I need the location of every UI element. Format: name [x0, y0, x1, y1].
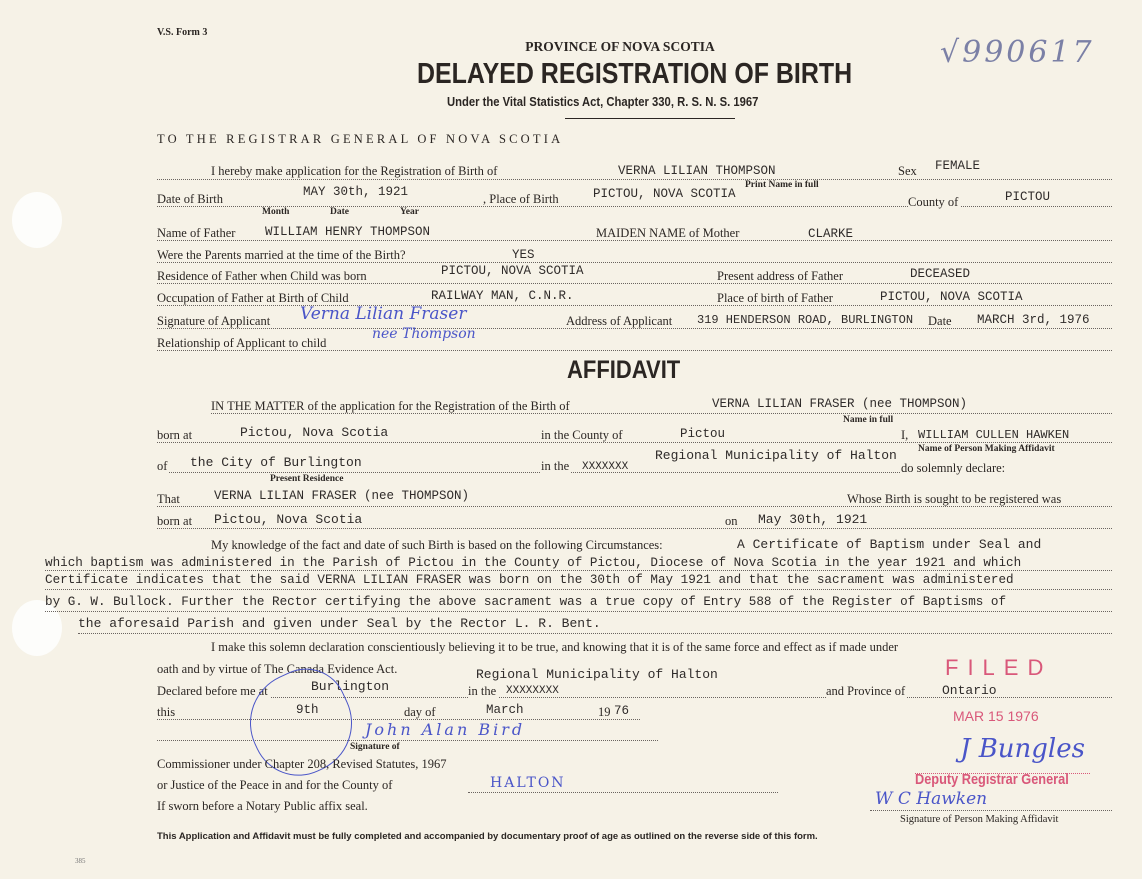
name-hint: Print Name in full	[745, 180, 819, 190]
father-label: Name of Father	[157, 226, 236, 240]
addressee: TO THE REGISTRAR GENERAL OF NOVA SCOTIA	[157, 132, 564, 146]
county-field: Pictou	[680, 427, 726, 441]
born-at-label: born at	[157, 428, 193, 442]
place-label: , Place of Birth	[483, 192, 559, 206]
punch-hole	[12, 192, 62, 248]
i-label: I,	[901, 428, 909, 442]
footer-notice: This Application and Affidavit must be fully completed and accompanied by documentary proof of age as outlined on the reverse side of this form.	[157, 831, 818, 842]
year-hint: Year	[400, 207, 419, 217]
dotted-fill-line	[157, 206, 1112, 207]
month-field: March	[486, 703, 524, 717]
registrar-title-stamp: Deputy Registrar General	[915, 771, 1069, 788]
matter-label: IN THE MATTER of the application for the Registration of the Birth of	[211, 399, 570, 413]
born-at2-field: Pictou, Nova Scotia	[214, 512, 363, 527]
circumstances-line: by G. W. Bullock. Further the Rector certifying the above sacrament was a true copy of Entry 588 of the Register of Baptisms of	[45, 594, 1007, 609]
filed-stamp: FILED	[945, 655, 1053, 680]
deponent-signature: W C Hawken	[875, 789, 988, 809]
year-prefix: 19	[598, 705, 611, 719]
notary-label: If sworn before a Notary Public affix seal.	[157, 799, 368, 813]
occupation-label: Occupation of Father at Birth of Child	[157, 291, 349, 305]
applicant-signature: Verna Lilian Fraser	[300, 304, 467, 324]
declared-at-field: Burlington	[311, 679, 390, 694]
circumstances-line: A Certificate of Baptism under Seal and	[737, 537, 1042, 552]
circumstances-line: Certificate indicates that the said VERNA LILIAN FRASER was born on the 30th of May 1921 and that the sacrament was administered	[45, 572, 1014, 587]
dotted-fill-line	[157, 442, 1112, 443]
child-name-field: VERNA LILIAN THOMPSON	[618, 164, 776, 178]
date-field: MARCH 3rd, 1976	[977, 313, 1090, 327]
deponent-field: WILLIAM CULLEN HAWKEN	[918, 428, 1070, 442]
occupation-field: RAILWAY MAN, C.N.R.	[431, 289, 574, 303]
month-hint: Month	[262, 207, 290, 217]
print-code: 385	[75, 857, 86, 865]
dotted-fill-line	[157, 328, 1112, 329]
in-the-label: in the	[468, 684, 497, 698]
municipality-field: Regional Municipality of Halton	[655, 448, 897, 463]
title-rule	[565, 118, 735, 119]
circumstances-line: which baptism was administered in the Parish of Pictou in the County of Pictou, Diocese of Nova Scotia in the year 1921 and which	[45, 555, 1022, 570]
county-of-struck: XXXXXXXX	[506, 685, 559, 697]
province-heading: PROVINCE OF NOVA SCOTIA	[525, 39, 715, 54]
present-address-label: Present address of Father	[717, 269, 844, 283]
deponent-hint: Name of Person Making Affidavit	[918, 444, 1055, 454]
solemn-text-2: oath and by virtue of The Canada Evidence Act.	[157, 662, 398, 676]
declared-municipality-field: Regional Municipality of Halton	[476, 667, 718, 682]
document-subtitle: Under the Vital Statistics Act, Chapter 330, R. S. N. S. 1967	[447, 95, 759, 109]
day-of-label: day of	[404, 705, 436, 719]
sex-field: FEMALE	[935, 159, 981, 173]
knowledge-label: My knowledge of the fact and date of such Birth is based on the following Circumstances:	[211, 538, 663, 552]
dob-label: Date of Birth	[157, 192, 223, 206]
county-label: County of	[908, 195, 959, 209]
mother-label: MAIDEN NAME of Mother	[596, 226, 740, 240]
province-label: and Province of	[826, 684, 906, 698]
relationship-label: Relationship of Applicant to child	[157, 336, 327, 350]
dotted-fill-line	[157, 740, 658, 741]
justice-county-field: HALTON	[490, 775, 566, 791]
birth-of-label: I hereby make application for the Registration of Birth of	[211, 164, 498, 178]
residence-hint: Present Residence	[270, 474, 344, 484]
justice-label: or Justice of the Peace in and for the County of	[157, 778, 393, 792]
affidavit-heading: AFFIDAVIT	[567, 356, 681, 384]
born-at-field: Pictou, Nova Scotia	[240, 425, 389, 440]
married-label: Were the Parents married at the time of the Birth?	[157, 248, 406, 262]
married-field: YES	[512, 248, 535, 262]
dotted-fill-line	[157, 528, 1112, 529]
declare-label: do solemnly declare:	[901, 461, 1006, 475]
deponent-signature-label: Signature of Person Making Affidavit	[900, 814, 1059, 825]
dob-field: MAY 30th, 1921	[303, 185, 409, 199]
that-name-field: VERNA LILIAN FRASER (nee THOMPSON)	[214, 489, 470, 503]
county-label: in the County of	[541, 428, 623, 442]
day-field: 9th	[296, 703, 319, 717]
date-hint: Date	[330, 207, 349, 217]
on-date-field: May 30th, 1921	[758, 512, 868, 527]
sex-label: Sex	[898, 164, 917, 178]
document-title: DELAYED REGISTRATION OF BIRTH	[417, 58, 853, 90]
dotted-fill-line	[211, 413, 1112, 414]
filed-date-stamp: MAR 15 1976	[953, 708, 1039, 724]
that-label: That	[157, 492, 180, 506]
father-birthplace-label: Place of birth of Father	[717, 291, 833, 305]
dotted-fill-line	[157, 506, 1112, 507]
dotted-fill-line	[45, 589, 1112, 590]
signature-of-label: Signature of	[350, 742, 400, 752]
of-label: of	[157, 459, 168, 473]
in-the-label: in the	[541, 459, 570, 473]
dotted-fill-line	[157, 240, 1112, 241]
commissioner-label: Commissioner under Chapter 208, Revised Statutes, 1967	[157, 757, 447, 771]
dotted-fill-line	[157, 472, 900, 473]
dotted-fill-line	[468, 792, 778, 793]
registration-number: √990617	[940, 35, 1095, 70]
solemn-text: I make this solemn declaration conscientiously believing it to be true, and knowing that it is of the same force and effect as if made under	[211, 640, 899, 654]
mother-field: CLARKE	[808, 227, 854, 241]
form-number: V.S. Form 3	[157, 27, 208, 38]
born-at2-label: born at	[157, 514, 193, 528]
on-label: on	[725, 514, 738, 528]
registrar-signature: J Bungles	[960, 734, 1085, 764]
declared-label: Declared before me at	[157, 684, 268, 698]
signature-label: Signature of Applicant	[157, 314, 271, 328]
residence-field: PICTOU, NOVA SCOTIA	[441, 264, 584, 278]
address-label: Address of Applicant	[566, 314, 673, 328]
dotted-fill-line	[157, 262, 1112, 263]
commissioner-signature: John Alan Bird	[365, 720, 526, 739]
applicant-signature-nee: nee Thompson	[372, 326, 476, 342]
dotted-fill-line	[157, 283, 1112, 284]
this-label: this	[157, 705, 176, 719]
present-address-field: DECEASED	[910, 267, 971, 281]
circumstances-line: the aforesaid Parish and given under Seal by the Rector L. R. Bent.	[78, 616, 601, 631]
dotted-fill-line	[157, 179, 1112, 180]
father-birthplace-field: PICTOU, NOVA SCOTIA	[880, 290, 1023, 304]
date-label: Date	[928, 314, 952, 328]
address-field: 319 HENDERSON ROAD, BURLINGTON	[697, 313, 914, 327]
dotted-fill-line	[870, 810, 1112, 811]
county-field: PICTOU	[1005, 190, 1051, 204]
dotted-fill-line	[45, 611, 1112, 612]
residence-field: the City of Burlington	[190, 455, 362, 470]
year-field: 76	[614, 704, 630, 718]
residence-label: Residence of Father when Child was born	[157, 269, 367, 283]
dotted-fill-line	[78, 633, 1112, 634]
dotted-fill-line	[45, 570, 1112, 571]
name-in-full-hint: Name in full	[843, 415, 894, 425]
matter-name-field: VERNA LILIAN FRASER (nee THOMPSON)	[712, 397, 968, 411]
whose-birth-label: Whose Birth is sought to be registered was	[847, 492, 1062, 506]
dotted-fill-line	[157, 350, 1112, 351]
place-field: PICTOU, NOVA SCOTIA	[593, 187, 736, 201]
province-field: Ontario	[942, 683, 997, 698]
county-struck: XXXXXXX	[582, 461, 629, 473]
father-field: WILLIAM HENRY THOMPSON	[265, 225, 431, 239]
